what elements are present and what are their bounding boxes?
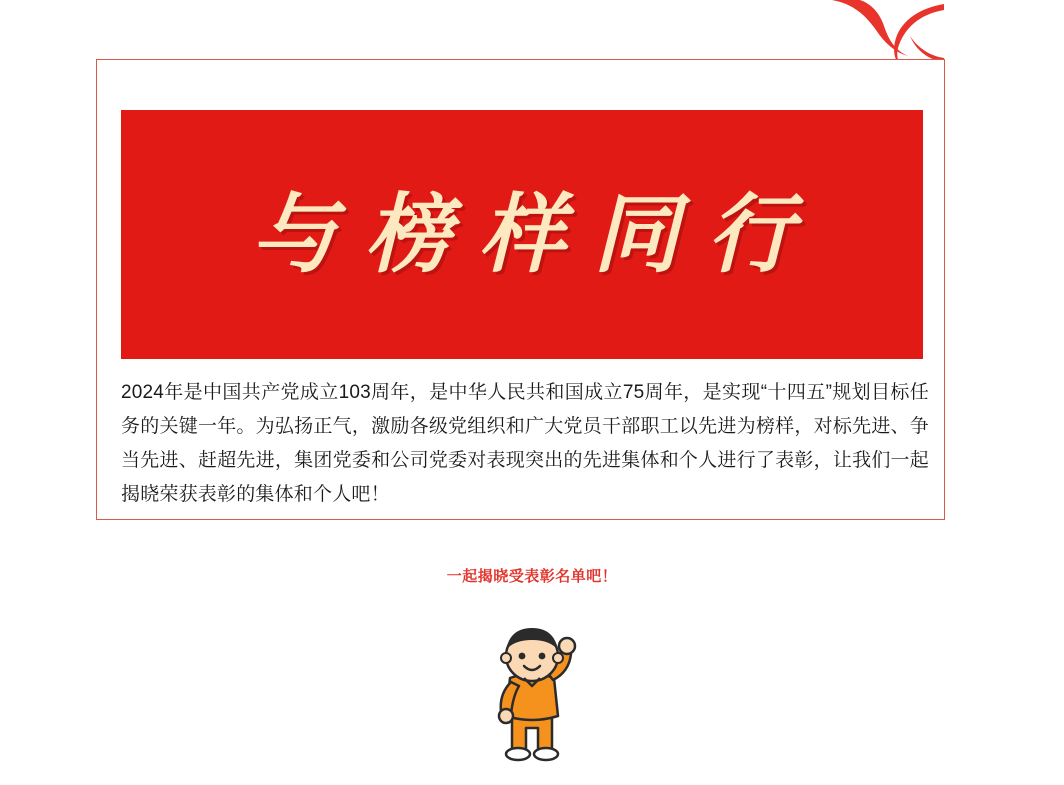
- title-banner: [121, 110, 923, 359]
- callout-text: 一起揭晓受表彰名单吧！: [446, 568, 618, 585]
- intro-paragraph: 2024年是中国共产党成立103周年，是中华人民共和国成立75周年，是实现“十四五”规划目标任务的关键一年。为弘扬正气，激励各级党组织和广大党员干部职工以先进为榜样，对标先进、争当先进、赶超先进，集团党委和公司党委对表现突出的先进集体和个人进行了表彰，让我们一起揭晓荣获表彰的集体和个人吧！: [121, 382, 929, 505]
- banner-title: 与榜样同行: [251, 186, 821, 283]
- content-card: [96, 59, 945, 520]
- waving-boy-mascot-icon: [468, 620, 596, 770]
- mascot-illustration: [468, 620, 596, 770]
